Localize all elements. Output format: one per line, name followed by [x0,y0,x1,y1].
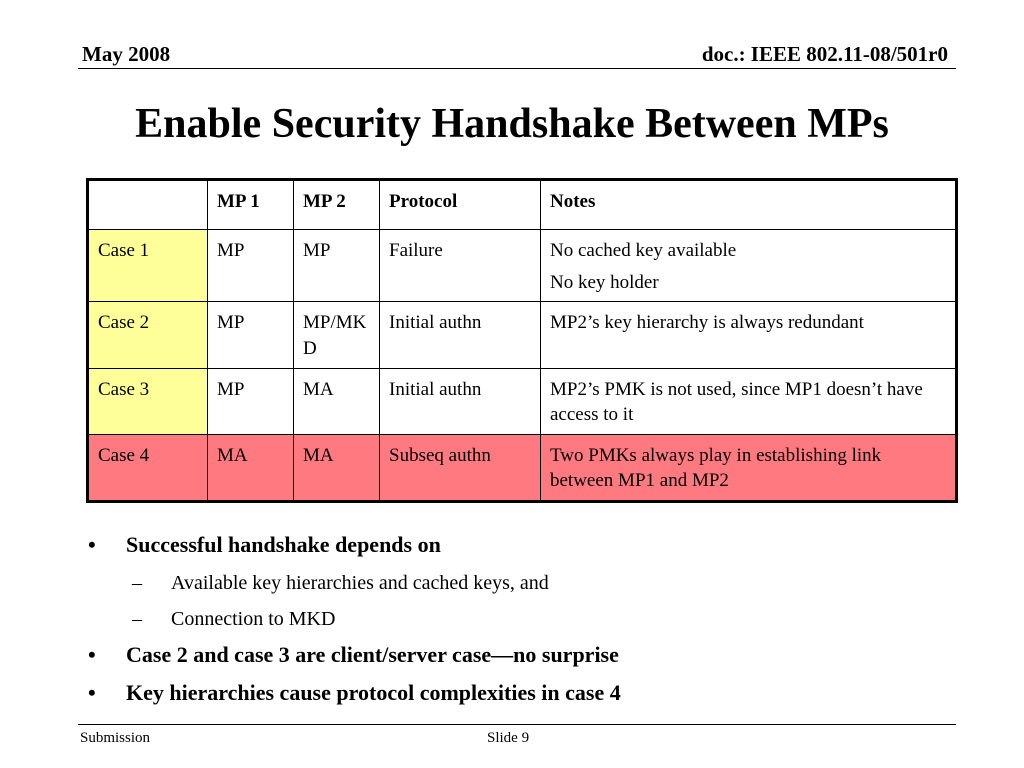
bullet-item [88,531,968,559]
protocol-cell: Failure [380,230,541,302]
mp1-cell: MP [208,230,294,302]
mp1-cell: MA [208,434,294,501]
sub-bullet-item [88,569,968,597]
bullet-list [88,531,968,717]
footer-divider [78,724,956,725]
notes-cell [541,230,957,302]
case-label: Case 3 [88,368,208,434]
protocol-cell: Initial authn [380,368,541,434]
notes-cell [541,434,957,501]
dash-icon: – [132,572,142,594]
sub-bullet-item [88,605,968,633]
table-header-protocol: Protocol [380,180,541,230]
note-line: No key holder [550,271,659,293]
note-line: Two PMKs always play in establishing link between MP1 and MP2 [550,444,882,492]
mp1-cell: MP [208,368,294,434]
bullet-item [88,641,968,669]
bullet-dot-icon: • [88,680,96,705]
table-header-mp2: MP 2 [294,180,380,230]
notes-cell [541,368,957,434]
bullet-text: Successful handshake depends on [126,532,441,557]
bullet-dot-icon: • [88,642,96,667]
table-row [88,434,957,501]
note-line: MP2’s key hierarchy is always redundant [550,312,864,334]
table-header-mp1: MP 1 [208,180,294,230]
mp2-cell: MA [294,434,380,501]
table-header-notes: Notes [541,180,957,230]
header-divider [78,68,956,69]
header-doc-id: doc.: IEEE 802.11-08/501r0 [701,42,948,66]
mp1-cell: MP [208,302,294,368]
table-header-empty [88,180,208,230]
comparison-table [86,178,958,503]
protocol-cell: Initial authn [380,302,541,368]
footer-submission: Submission [80,730,151,746]
sub-bullet-text: Connection to MKD [171,608,336,630]
bullet-dot-icon: • [88,532,96,557]
note-line: MP2’s PMK is not used, since MP1 doesn’t have access to it [550,378,923,426]
case-label: Case 4 [88,434,208,501]
bullet-text: Case 2 and case 3 are client/server case—no surprise [126,642,619,667]
mp2-cell: MP/MKD [294,302,380,368]
bullet-item [88,679,968,707]
notes-cell [541,302,957,368]
table-row [88,368,957,434]
bullet-text: Key hierarchies cause protocol complexities in case 4 [126,680,621,705]
slide-number: Slide 9 [487,730,530,746]
mp2-cell: MA [294,368,380,434]
slide-title: Enable Security Handshake Between MPs [135,101,889,147]
sub-bullet-text: Available key hierarchies and cached keys, and [171,572,549,594]
mp2-cell: MP [294,230,380,302]
table-header-row [88,180,957,230]
note-line: No cached key available [550,240,737,261]
case-label: Case 2 [88,302,208,368]
header-date: May 2008 [82,42,171,66]
protocol-cell: Subseq authn [380,434,541,501]
case-label: Case 1 [88,230,208,302]
table-row [88,302,957,368]
table-row [88,230,957,302]
dash-icon: – [132,608,142,630]
